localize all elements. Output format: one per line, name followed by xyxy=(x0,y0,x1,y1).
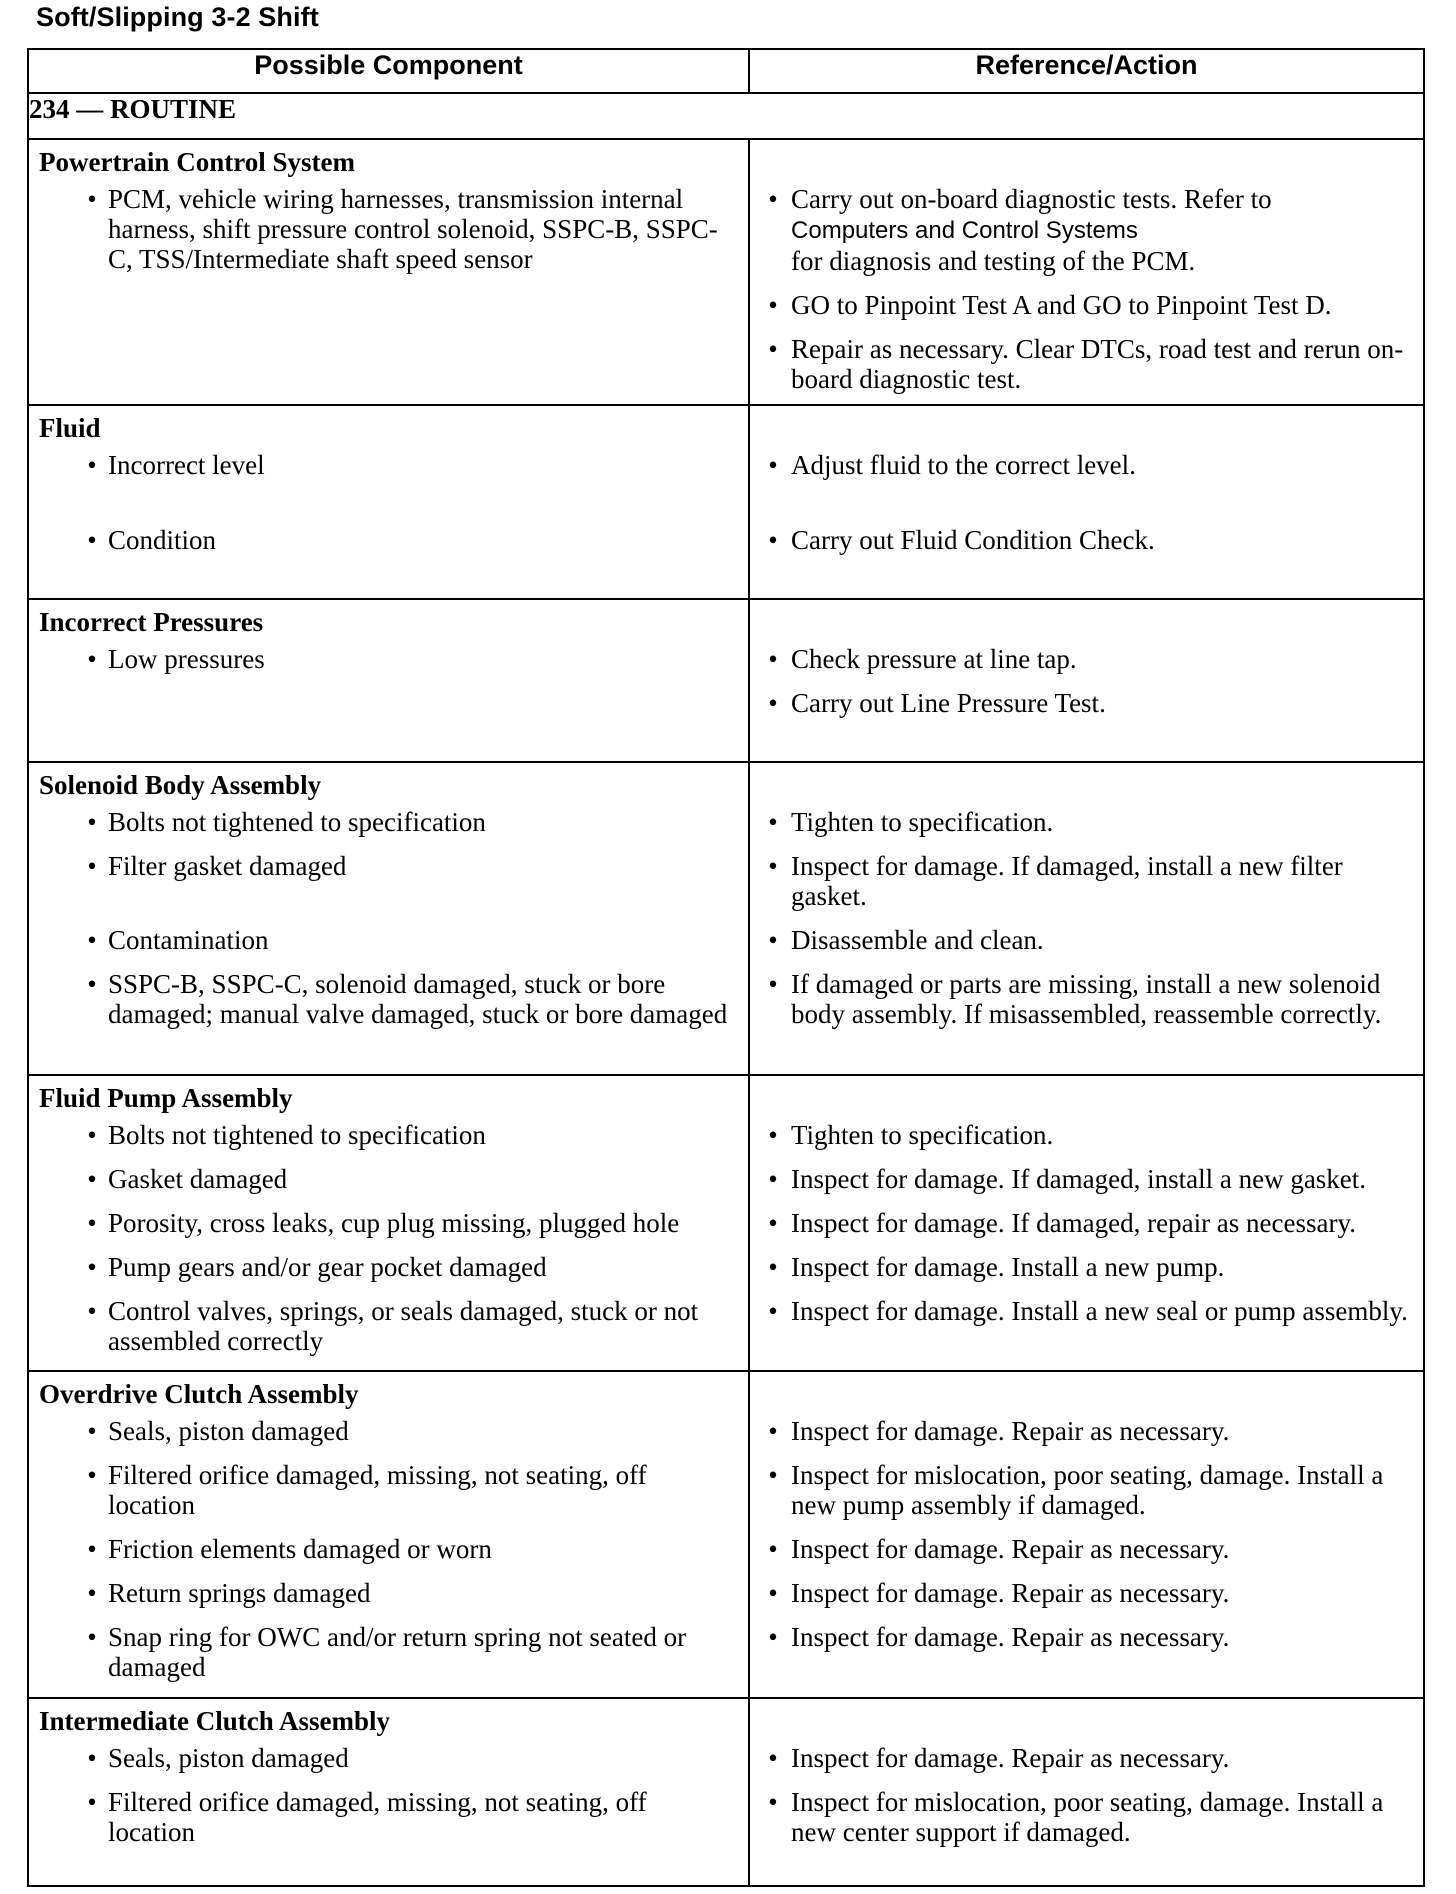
item-text: Carry out on-board diagnostic tests. Refer to xyxy=(791,184,1272,214)
list-item xyxy=(750,688,1409,718)
item-text: Inspect for damage. Install a new seal or pump assembly. xyxy=(791,1296,1408,1326)
item-text: Incorrect level xyxy=(108,450,265,480)
list-item xyxy=(29,1120,734,1150)
list-item xyxy=(29,450,734,480)
bullet-icon: • xyxy=(87,525,97,555)
bullet-icon: • xyxy=(87,1534,97,1564)
list-item xyxy=(29,1296,734,1356)
list-item xyxy=(29,851,734,881)
list-item xyxy=(29,807,734,837)
section-title: Powertrain Control System xyxy=(39,147,355,177)
bullet-icon: • xyxy=(768,1460,778,1490)
bullet-icon: • xyxy=(768,1120,778,1150)
section-pump xyxy=(28,1075,1424,1371)
section-intermediate xyxy=(28,1698,1424,1886)
item-text: PCM, vehicle wiring harnesses, transmission internal harness, shift pressure control solenoid, SSPC-B, SSPC-C, TSS/Intermediate shaft speed sensor xyxy=(108,184,718,274)
item-text: Bolts not tightened to specification xyxy=(108,1120,486,1150)
section-title: Intermediate Clutch Assembly xyxy=(39,1706,390,1736)
header-action: Reference/Action xyxy=(749,49,1424,93)
list-item xyxy=(29,1252,734,1282)
list-item xyxy=(29,1164,734,1194)
item-text: SSPC-B, SSPC-C, solenoid damaged, stuck or bore damaged; manual valve damaged, stuck or bore damaged xyxy=(108,969,728,1029)
section-title: Fluid Pump Assembly xyxy=(39,1083,293,1113)
item-text: Carry out Fluid Condition Check. xyxy=(791,525,1155,555)
bullet-icon: • xyxy=(87,851,97,881)
bullet-icon: • xyxy=(768,1296,778,1326)
list-item xyxy=(750,450,1409,480)
item-text: Control valves, springs, or seals damaged, stuck or not assembled correctly xyxy=(108,1296,699,1356)
list-item xyxy=(29,925,734,955)
section-title: Solenoid Body Assembly xyxy=(39,770,322,800)
bullet-icon: • xyxy=(87,1252,97,1282)
section-overdrive-right xyxy=(749,1371,1424,1698)
bullet-icon: • xyxy=(768,525,778,555)
section-intermediate-left xyxy=(28,1698,749,1886)
section-pump-right xyxy=(749,1075,1424,1371)
section-overdrive-left xyxy=(28,1371,749,1698)
section-fluid-left xyxy=(28,405,749,599)
list-item xyxy=(750,1416,1409,1446)
item-text: Seals, piston damaged xyxy=(108,1743,349,1773)
item-text: Gasket damaged xyxy=(108,1164,288,1194)
list-item xyxy=(29,1787,734,1847)
bullet-icon: • xyxy=(87,1296,97,1326)
item-text: Filter gasket damaged xyxy=(108,851,347,881)
list-item xyxy=(750,1787,1409,1847)
item-text: Inspect for damage. If damaged, repair as necessary. xyxy=(791,1208,1356,1238)
item-text: Seals, piston damaged xyxy=(108,1416,349,1446)
bullet-icon: • xyxy=(87,1460,97,1490)
list-item xyxy=(29,184,734,274)
section-pressures-right xyxy=(749,599,1424,762)
bullet-icon: • xyxy=(768,1208,778,1238)
item-text: Inspect for damage. Repair as necessary. xyxy=(791,1622,1230,1652)
section-intermediate-right xyxy=(749,1698,1424,1886)
list-item xyxy=(750,1120,1409,1150)
list-item xyxy=(750,525,1409,555)
section-solenoid-left xyxy=(28,762,749,1075)
item-text: Carry out Line Pressure Test. xyxy=(791,688,1106,718)
bullet-icon: • xyxy=(87,1120,97,1150)
bullet-icon: • xyxy=(768,1787,778,1817)
bullet-icon: • xyxy=(87,1622,97,1652)
item-text: Snap ring for OWC and/or return spring not seated or damaged xyxy=(108,1622,687,1682)
section-title: Overdrive Clutch Assembly xyxy=(39,1379,359,1409)
item-text: Pump gears and/or gear pocket damaged xyxy=(108,1252,547,1282)
section-fluid-right xyxy=(749,405,1424,599)
bullet-icon: • xyxy=(768,1416,778,1446)
bullet-icon: • xyxy=(768,688,778,718)
item-text: Disassemble and clean. xyxy=(791,925,1044,955)
bullet-icon: • xyxy=(87,1208,97,1238)
list-item xyxy=(29,1578,734,1608)
section-powertrain xyxy=(28,139,1424,405)
list-item xyxy=(750,1460,1409,1520)
list-item xyxy=(750,1164,1409,1194)
item-text: Inspect for damage. Repair as necessary. xyxy=(791,1743,1230,1773)
item-text: Friction elements damaged or worn xyxy=(108,1534,492,1564)
list-item xyxy=(750,925,1409,955)
item-text: Repair as necessary. Clear DTCs, road test and rerun on-board diagnostic test. xyxy=(791,334,1404,394)
item-text: Inspect for damage. Install a new pump. xyxy=(791,1252,1225,1282)
bullet-icon: • xyxy=(768,184,778,214)
bullet-icon: • xyxy=(768,851,778,881)
list-item xyxy=(29,1208,734,1238)
section-powertrain-right xyxy=(749,139,1424,405)
section-solenoid-right xyxy=(749,762,1424,1075)
list-item xyxy=(750,1252,1409,1282)
item-text: Low pressures xyxy=(108,644,265,674)
item-text: Filtered orifice damaged, missing, not seating, off location xyxy=(108,1460,647,1520)
list-item xyxy=(29,525,734,555)
section-pressures xyxy=(28,599,1424,762)
list-item xyxy=(750,1743,1409,1773)
diagnosis-table xyxy=(27,48,1425,1887)
bullet-icon: • xyxy=(768,644,778,674)
section-fluid xyxy=(28,405,1424,599)
routine-row xyxy=(28,93,1424,139)
bullet-icon: • xyxy=(768,450,778,480)
list-item xyxy=(750,644,1409,674)
bullet-icon: • xyxy=(768,807,778,837)
item-text: for diagnosis and testing of the PCM. xyxy=(791,246,1196,276)
section-pressures-left xyxy=(28,599,749,762)
routine-label: 234 — ROUTINE xyxy=(28,93,1424,139)
bullet-icon: • xyxy=(87,1743,97,1773)
item-text: Inspect for damage. Repair as necessary. xyxy=(791,1578,1230,1608)
list-item xyxy=(29,1622,734,1682)
bullet-icon: • xyxy=(768,1622,778,1652)
list-item xyxy=(29,1416,734,1446)
item-text: Filtered orifice damaged, missing, not seating, off location xyxy=(108,1787,647,1847)
item-text: Tighten to specification. xyxy=(791,1120,1054,1150)
list-item xyxy=(29,969,734,1029)
section-powertrain-left xyxy=(28,139,749,405)
list-item xyxy=(29,1460,734,1520)
section-pump-left xyxy=(28,1075,749,1371)
bullet-icon: • xyxy=(87,1416,97,1446)
bullet-icon: • xyxy=(87,1164,97,1194)
bullet-icon: • xyxy=(87,925,97,955)
section-title: Incorrect Pressures xyxy=(39,607,264,637)
bullet-icon: • xyxy=(768,334,778,364)
section-title: Fluid xyxy=(39,413,101,443)
bullet-icon: • xyxy=(768,290,778,320)
header-row xyxy=(28,49,1424,93)
bullet-icon: • xyxy=(768,1578,778,1608)
bullet-icon: • xyxy=(87,184,97,214)
page-title: Soft/Slipping 3-2 Shift xyxy=(36,2,319,32)
item-text: Check pressure at line tap. xyxy=(791,644,1077,674)
list-item xyxy=(750,1622,1409,1652)
list-item xyxy=(29,1743,734,1773)
bullet-icon: • xyxy=(87,969,97,999)
item-text: Contamination xyxy=(108,925,269,955)
list-item xyxy=(750,1296,1409,1326)
bullet-icon: • xyxy=(87,450,97,480)
list-item xyxy=(750,1208,1409,1238)
bullet-icon: • xyxy=(768,1164,778,1194)
section-overdrive xyxy=(28,1371,1424,1698)
bullet-icon: • xyxy=(768,1534,778,1564)
list-item xyxy=(750,969,1409,1029)
list-item xyxy=(750,1534,1409,1564)
bullet-icon: • xyxy=(87,644,97,674)
section-solenoid xyxy=(28,762,1424,1075)
list-item xyxy=(750,290,1409,320)
bullet-icon: • xyxy=(768,969,778,999)
item-text: Adjust fluid to the correct level. xyxy=(791,450,1136,480)
bullet-icon: • xyxy=(768,925,778,955)
item-text: Inspect for damage. Repair as necessary. xyxy=(791,1416,1230,1446)
item-text: Bolts not tightened to specification xyxy=(108,807,486,837)
bullet-icon: • xyxy=(87,807,97,837)
list-item xyxy=(750,851,1409,911)
bullet-icon: • xyxy=(768,1252,778,1282)
item-text: Porosity, cross leaks, cup plug missing, plugged hole xyxy=(108,1208,680,1238)
item-text: Inspect for damage. If damaged, install a new gasket. xyxy=(791,1164,1367,1194)
list-item xyxy=(29,644,734,674)
item-text: Return springs damaged xyxy=(108,1578,371,1608)
item-text: Inspect for damage. If damaged, install a new filter gasket. xyxy=(791,851,1343,911)
item-text: Tighten to specification. xyxy=(791,807,1054,837)
header-component: Possible Component xyxy=(28,49,749,93)
list-item xyxy=(750,334,1409,394)
bullet-icon: • xyxy=(768,1743,778,1773)
bullet-icon: • xyxy=(87,1787,97,1817)
list-item xyxy=(750,1578,1409,1608)
item-text: GO to Pinpoint Test A and GO to Pinpoint Test D. xyxy=(791,290,1332,320)
reference-link-text: Computers and Control Systems xyxy=(791,217,1138,244)
item-text: Inspect for mislocation, poor seating, damage. Install a new center support if damaged. xyxy=(791,1787,1384,1847)
list-item xyxy=(750,184,1409,276)
item-text: If damaged or parts are missing, install a new solenoid body assembly. If misassembled, reassemble correctly. xyxy=(791,969,1382,1029)
bullet-icon: • xyxy=(87,1578,97,1608)
item-text: Inspect for mislocation, poor seating, damage. Install a new pump assembly if damaged. xyxy=(791,1460,1384,1520)
item-text: Inspect for damage. Repair as necessary. xyxy=(791,1534,1230,1564)
list-item xyxy=(29,1534,734,1564)
list-item xyxy=(750,807,1409,837)
item-text: Condition xyxy=(108,525,217,555)
